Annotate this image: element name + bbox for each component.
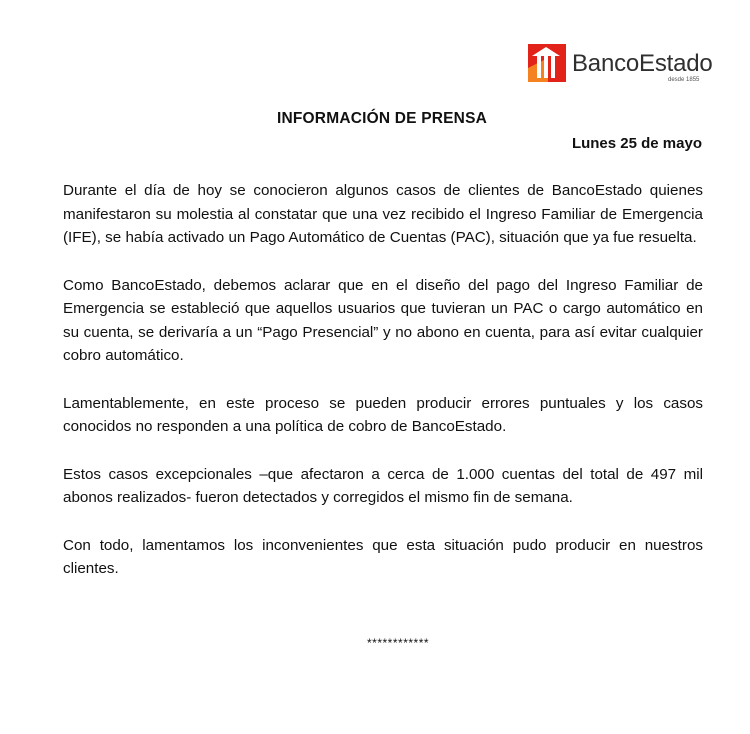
document-date: Lunes 25 de mayo [571,135,702,152]
brand-name: BancoEstado [572,50,713,77]
document-body [63,179,703,605]
bancoestado-logo-icon [528,44,566,82]
document-title: INFORMACIÓN DE PRENSA [276,110,487,127]
bancoestado-logo [528,44,728,90]
closing-separator: ************ [367,636,430,650]
brand-tagline: desde 1855 [668,77,700,83]
paragraph: Estos casos excepcionales –que afectaron a cerca de 1.000 cuentas del total de 497 mil abonos realizados- fueron detectados y corregidos el mismo fin de semana. [63,465,703,506]
paragraph: Lamentablemente, en este proceso se pueden producir errores puntuales y los casos conocidos no responden a una política de cobro de BancoEstado. [63,394,703,435]
paragraph: Durante el día de hoy se conocieron algunos casos de clientes de BancoEstado quienes manifestaron su molestia al constatar que una vez recibido el Ingreso Familiar de Emergencia (IFE), se había activado un Pago Automático de Cuentas (PAC), situación que ya fue resuelta. [63,182,703,246]
paragraph: Como BancoEstado, debemos aclarar que en el diseño del pago del Ingreso Familiar de Emergencia se estableció que aquellos usuarios que tuvieran un PAC o cargo automático en su cuenta, se derivaría a un “Pago Presencial” y no abono en cuenta, para así evitar cualquier cobro automático. [63,276,703,364]
paragraph: Con todo, lamentamos los inconvenientes que esta situación pudo producir en nuestros clientes. [63,536,703,577]
